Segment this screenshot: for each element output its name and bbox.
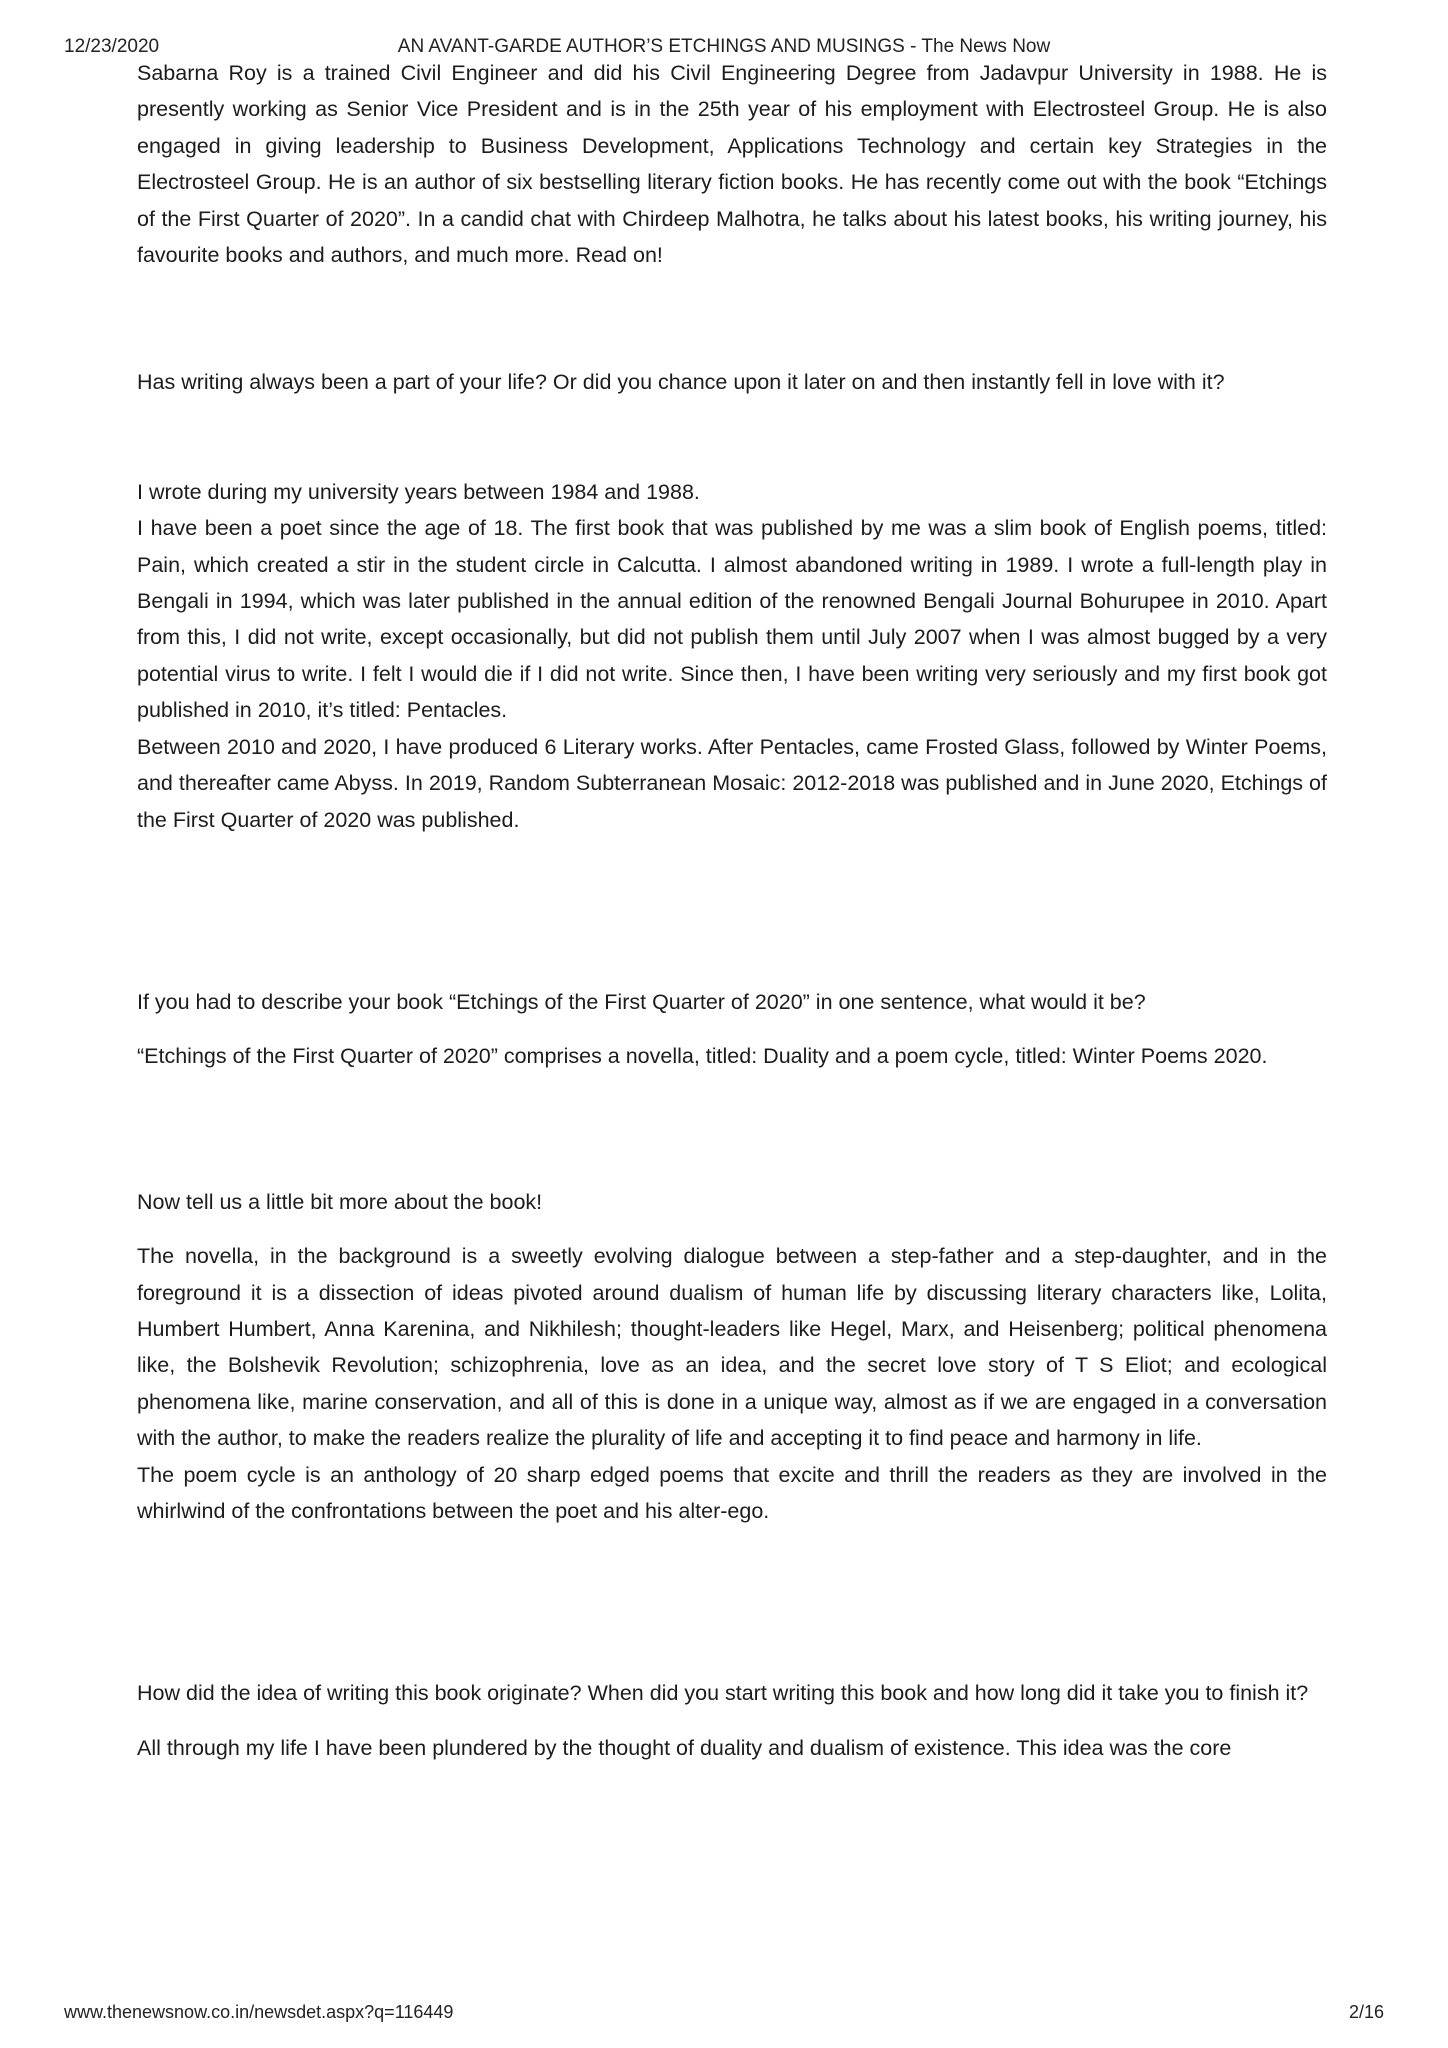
intro-paragraph: Sabarna Roy is a trained Civil Engineer and did his Civil Engineering Degree from Jadavpur University in 1988. He is presently working as Senior Vice President and is in the 25th year of his employment with Electrosteel Group. He is also engaged in giving leadership to Business Development, Applications Technology and certain key Strategies in the Electrosteel Group. He is an author of six bestselling literary fiction books. He has recently come out with the book “Etchings of the First Quarter of 2020”. In a candid chat with Chirdeep Malhotra, he talks about his latest books, his writing journey, his favourite books and authors, and much more. Read on! <box>137 61 1327 268</box>
question-2: If you had to describe your book “Etchings of the First Quarter of 2020” in one sentence, what would it be? <box>137 989 1146 1014</box>
print-date: 12/23/2020 <box>64 36 160 57</box>
question-4: How did the idea of writing this book originate? When did you start writing this book and how long did it take you to finish it? <box>137 1681 1309 1706</box>
question-3: Now tell us a little bit more about the book! <box>137 1189 543 1214</box>
page-url: www.thenewsnow.co.in/newsdet.aspx?q=116449 <box>64 2002 454 2022</box>
print-footer <box>64 2002 1384 2026</box>
answer-3-paragraph-2: The poem cycle is an anthology of 20 sharp edged poems that excite and thrill the readers as they are involved in the whirlwind of the confrontations between the poet and his alter-ego. <box>137 1462 1327 1523</box>
answer-4: All through my life I have been plundered by the thought of duality and dualism of existence. This idea was the core <box>137 1735 1232 1760</box>
answer-1-paragraph-2: I have been a poet since the age of 18. The first book that was published by me was a slim book of English poems, titled: Pain, which created a stir in the student circle in Calcutta. I almost abandoned writing in 1989. I wrote a full-length play in Bengali in 1994, which was later published in the annual edition of the renowned Bengali Journal Bohurupee in 2010. Apart from this, I did not write, except occasionally, but did not publish them until July 2007 when I was almost bugged by a very potential virus to write. I felt I would die if I did not write. Since then, I have been writing very seriously and my first book got published in 2010, it’s titled: Pentacles. <box>137 516 1327 723</box>
page-number: 2/16 <box>1348 2002 1384 2022</box>
answer-2: “Etchings of the First Quarter of 2020” comprises a novella, titled: Duality and a poem cycle, titled: Winter Poems 2020. <box>137 1044 1268 1069</box>
article-body <box>137 55 1327 1766</box>
answer-1-line-1: I wrote during my university years between 1984 and 1988. <box>137 479 700 504</box>
answer-1-paragraph-3: Between 2010 and 2020, I have produced 6 Literary works. After Pentacles, came Frosted Glass, followed by Winter Poems, and thereafter came Abyss. In 2019, Random Subterranean Mosaic: 2012-2018 was published and in June 2020, Etchings of the First Quarter of 2020 was published. <box>137 734 1327 832</box>
page-title: AN AVANT-GARDE AUTHOR’S ETCHINGS AND MUSINGS - The News Now <box>397 36 1051 57</box>
answer-3-paragraph-1: The novella, in the background is a sweetly evolving dialogue between a step-father and a step-daughter, and in the foreground it is a dissection of ideas pivoted around dualism of human life by discussing literary characters like, Lolita, Humbert Humbert, Anna Karenina, and Nikhilesh; thought-leaders like Hegel, Marx, and Heisenberg; political phenomena like, the Bolshevik Revolution; schizophrenia, love as an idea, and the secret love story of T S Eliot; and ecological phenomena like, marine conservation, and all of this is done in a unique way, almost as if we are engaged in a conversation with the author, to make the readers realize the plurality of life and accepting it to find peace and harmony in life. <box>137 1244 1327 1451</box>
question-1: Has writing always been a part of your life? Or did you chance upon it later on and then instantly fell in love with it? <box>137 370 1225 395</box>
